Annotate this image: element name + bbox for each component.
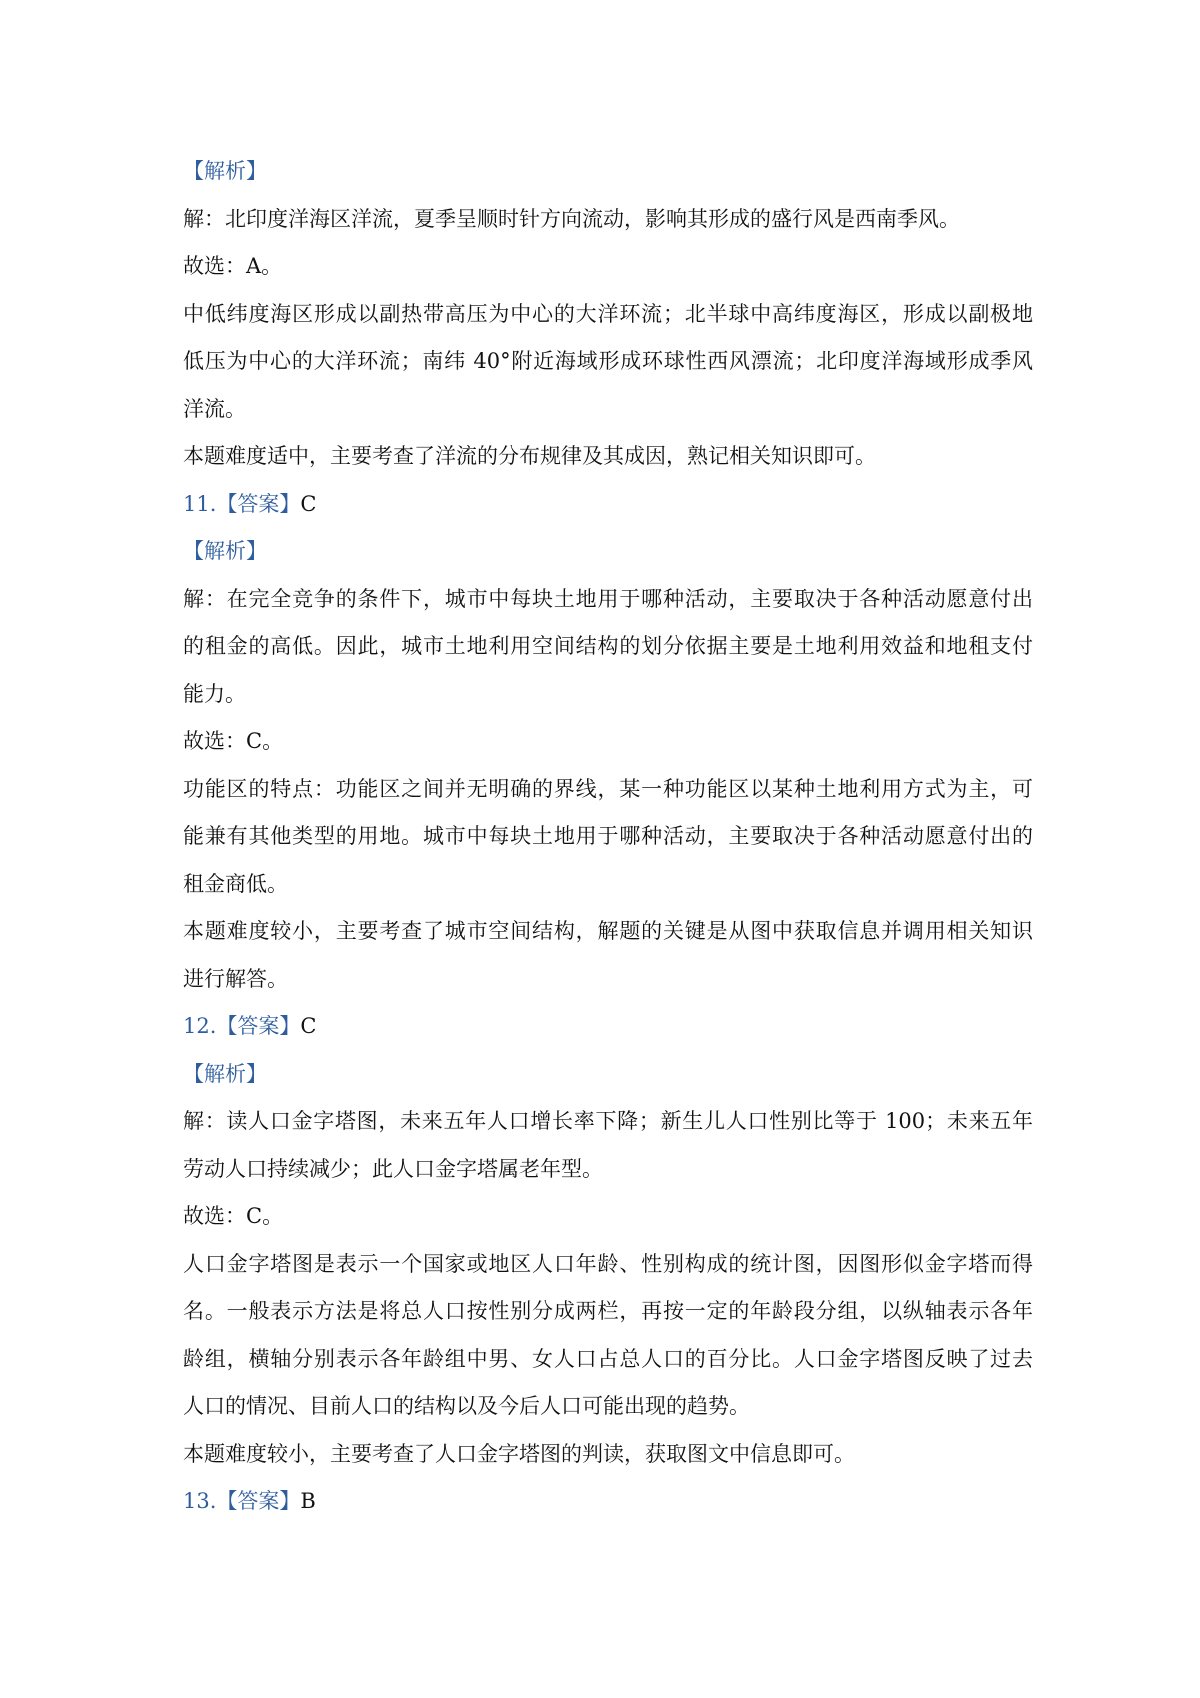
paragraph-line: 龄组，横轴分别表示各年龄组中男、女人口占总人口的百分比。人口金字塔图反映了过去 [183,1346,1033,1371]
answer-value: C [300,491,317,516]
paragraph-line: 低压为中心的大洋环流；南纬 40°附近海域形成环球性西风漂流；北印度洋海域形成季风 [183,349,1033,373]
paragraph-line: 人口的情况、目前人口的结构以及今后人口可能出现的趋势。 [183,1394,750,1418]
paragraph [183,1431,1033,1479]
paragraph-line: 中低纬度海区形成以副热带高压为中心的大洋环流；北半球中高纬度海区，形成以副极地 [183,301,1033,326]
paragraph-line: 劳动人口持续减少；此人口金字塔属老年型。 [183,1156,603,1181]
paragraph [183,291,1033,434]
paragraph-line: 功能区的特点：功能区之间并无明确的界线，某一种功能区以某种土地利用方式为主，可 [183,776,1033,801]
answer-line [183,1478,1033,1526]
question-number: 11. [183,491,217,516]
paragraph-line: 能兼有其他类型的用地。城市中每块土地用于哪种活动，主要取决于各种活动愿意付出的 [183,824,1033,848]
paragraph-line: 解：在完全竞争的条件下，城市中每块土地用于哪种活动，主要取决于各种活动愿意付出 [183,586,1033,611]
paragraph-line: 名。一般表示方法是将总人口按性别分成两栏，再按一定的年龄段分组，以纵轴表示各年 [183,1299,1033,1323]
answer-line [183,1003,1033,1051]
answer-line [183,481,1033,529]
paragraph [183,576,1033,719]
answer-label: 【答案】 [216,1014,301,1038]
paragraph-line: 进行解答。 [183,966,288,991]
paragraph [183,433,1033,481]
question-number: 13. [183,1489,217,1513]
answer-label: 【答案】 [216,491,301,516]
answer-label: 【答案】 [216,1489,301,1513]
paragraph-line: 人口金字塔图是表示一个国家或地区人口年龄、性别构成的统计图，因图形似金字塔而得 [183,1251,1033,1276]
paragraph-line: 能力。 [183,681,246,706]
paragraph-line: 故选：C。 [183,1204,284,1228]
paragraph-line: 故选：A。 [183,254,283,278]
paragraph [183,766,1033,909]
analysis-label: 【解析】 [183,1061,267,1086]
paragraph-line: 租金商低。 [183,871,288,896]
answer-explanation-content [183,148,1033,1526]
paragraph-line: 本题难度适中，主要考查了洋流的分布规律及其成因，熟记相关知识即可。 [183,444,876,468]
answer-value: C [300,1014,317,1038]
paragraph-line: 解：读人口金字塔图，未来五年人口增长率下降；新生儿人口性别比等于 100；未来五年 [183,1109,1033,1133]
analysis-label: 【解析】 [183,159,267,183]
analysis-label: 【解析】 [183,539,267,563]
paragraph [183,1241,1033,1431]
paragraph-line: 本题难度较小，主要考查了城市空间结构，解题的关键是从图中获取信息并调用相关知识 [183,919,1033,943]
paragraph [183,196,1033,244]
paragraph [183,243,1033,291]
paragraph [183,1193,1033,1241]
paragraph-line: 洋流。 [183,396,246,421]
paragraph [183,1098,1033,1193]
paragraph [183,908,1033,1003]
paragraph-line: 故选：C。 [183,729,284,753]
paragraph [183,718,1033,766]
paragraph-line: 解：北印度洋海区洋流，夏季呈顺时针方向流动，影响其形成的盛行风是西南季风。 [183,206,960,231]
paragraph-line: 的租金的高低。因此，城市土地利用空间结构的划分依据主要是土地利用效益和地租支付 [183,634,1033,658]
answer-value: B [300,1489,316,1513]
question-number: 12. [183,1014,217,1038]
paragraph-line: 本题难度较小，主要考查了人口金字塔图的判读，获取图文中信息即可。 [183,1441,855,1466]
